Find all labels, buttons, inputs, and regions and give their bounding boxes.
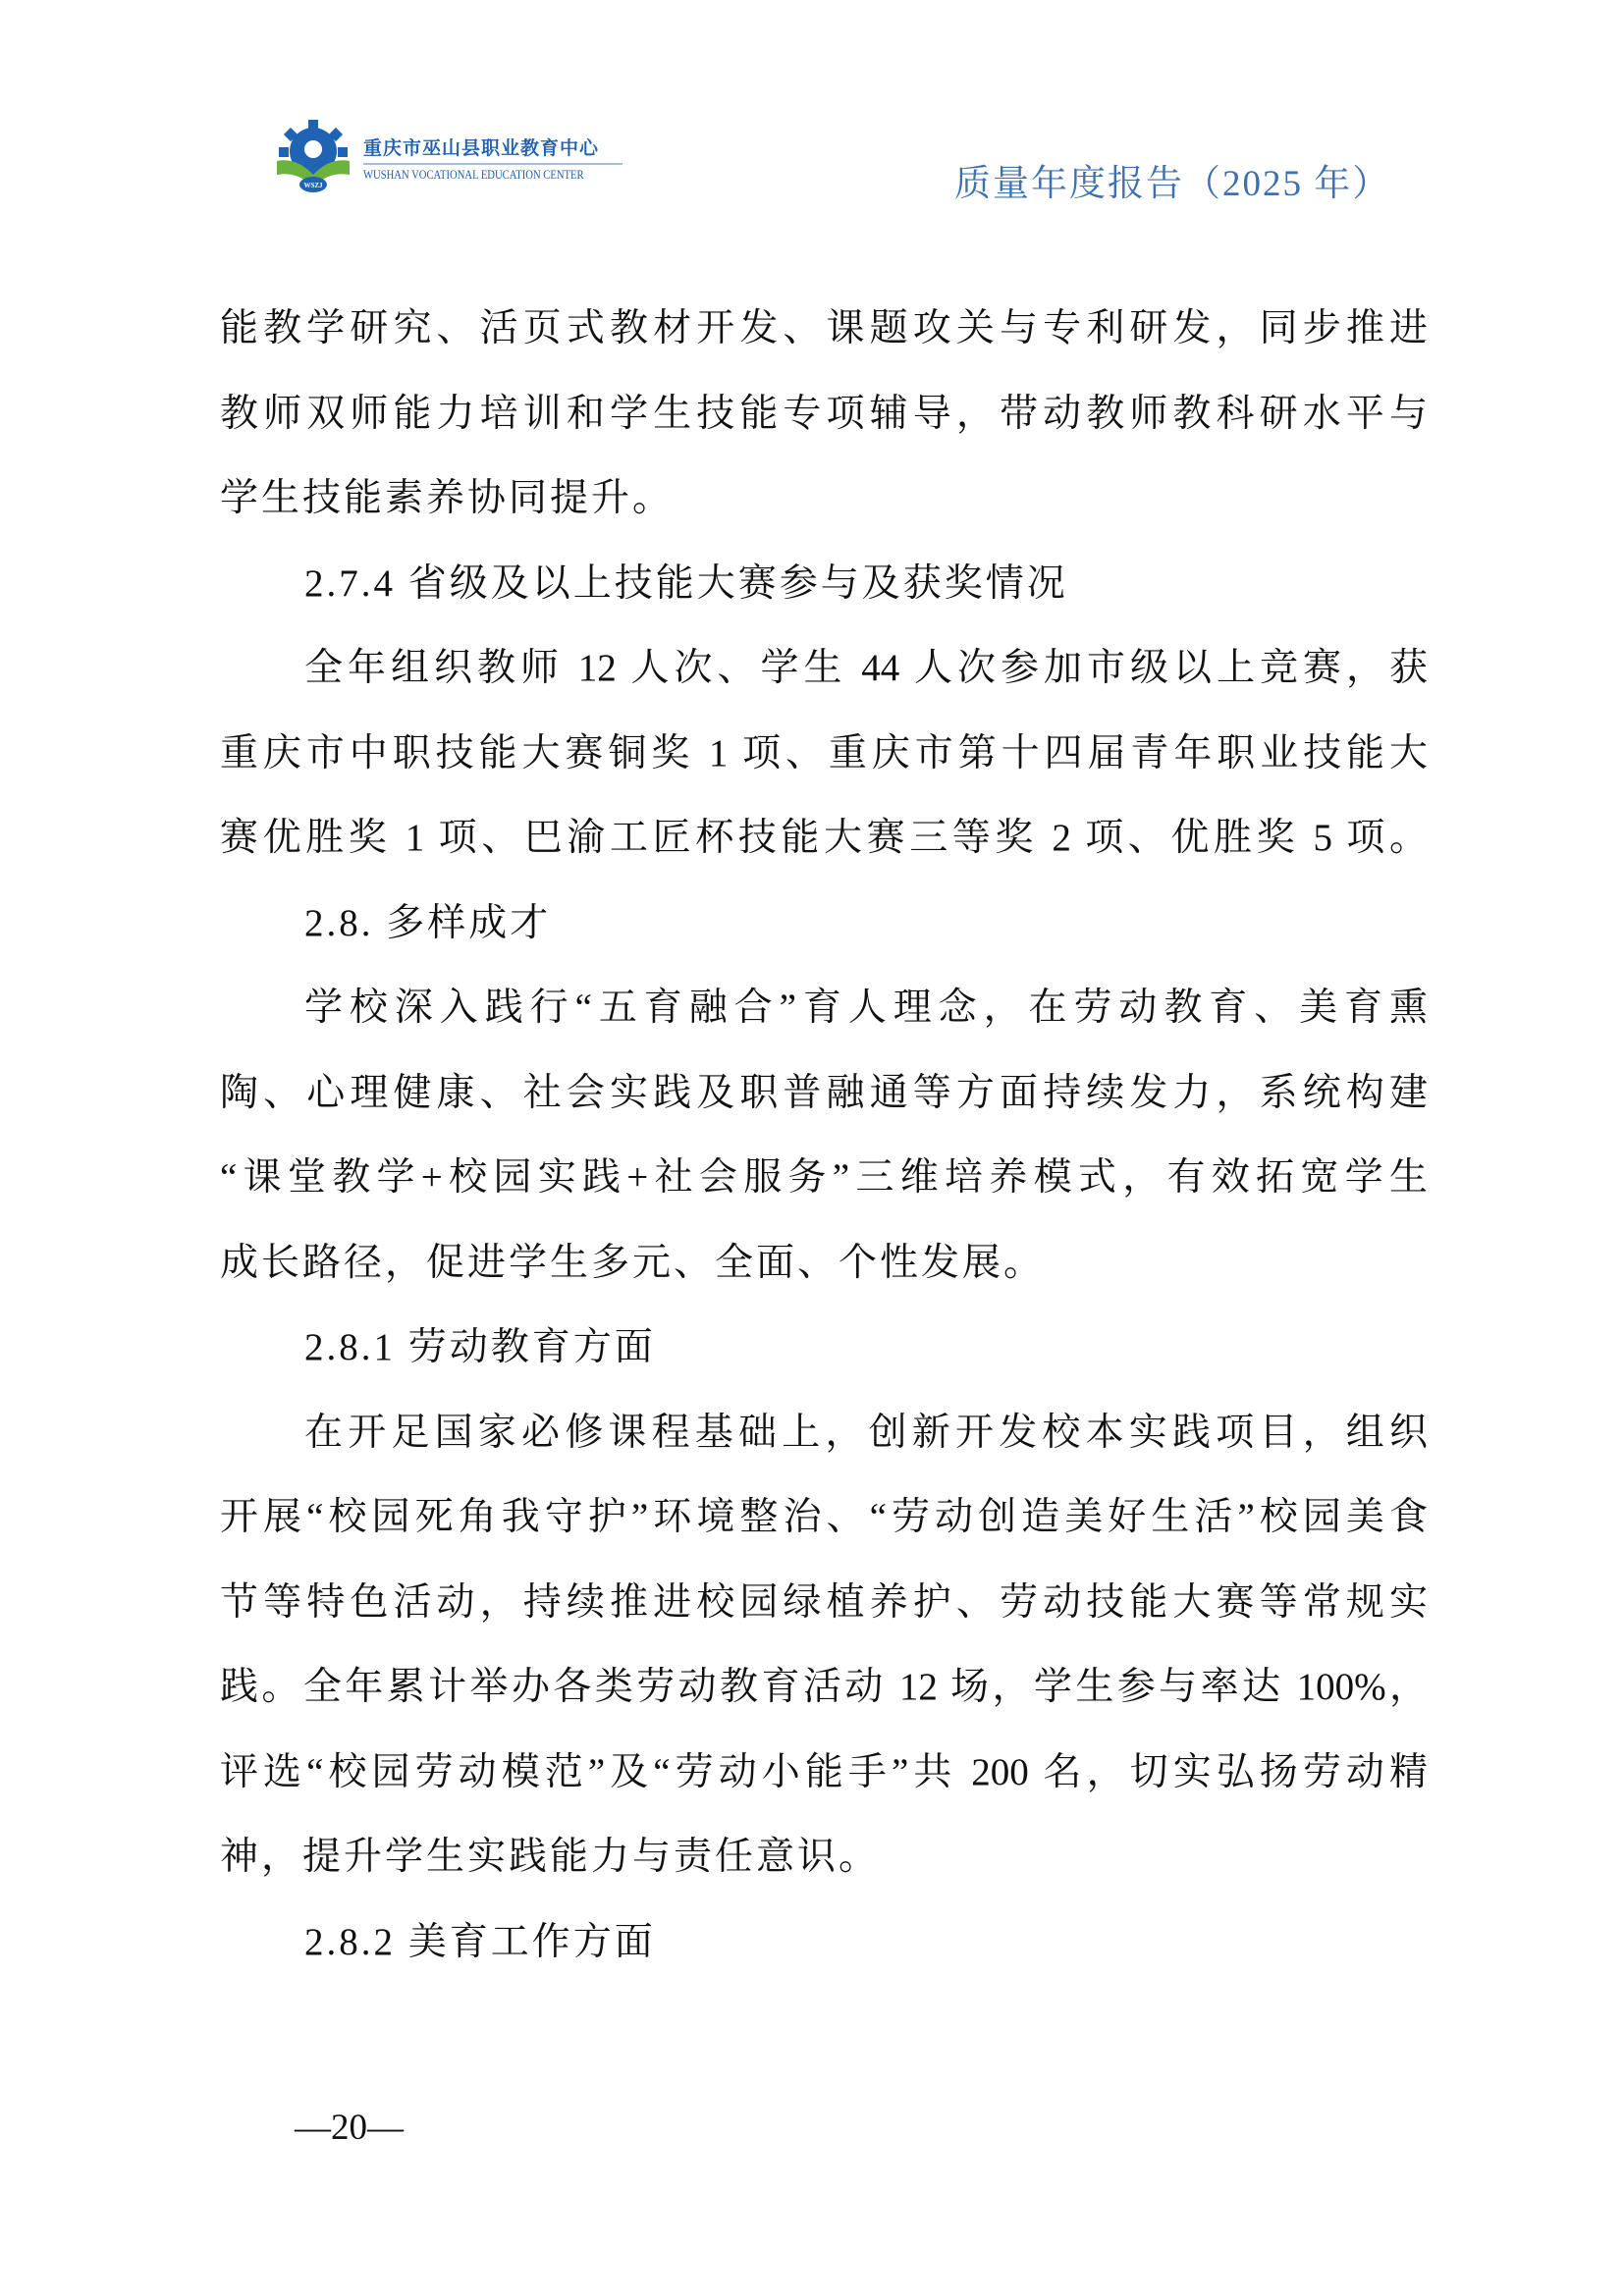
- paragraph-line: 成长路径，促进学生多元、全面、个性发展。: [220, 1241, 1046, 1284]
- svg-text:WSZJ: WSZJ: [303, 182, 323, 189]
- paragraph-line: 重庆市中职技能大赛铜奖 1 项、重庆市第十四届青年职业技能大: [220, 731, 1428, 774]
- logo-chinese-name: 重庆市巫山县职业教育中心: [363, 133, 623, 165]
- school-logo: [273, 116, 600, 200]
- paragraph-line: 学校深入践行“五育融合”育人理念，在劳动教育、美育熏: [304, 987, 1428, 1029]
- paragraph-line: 在开足国家必修课程基础上，创新开发校本实践项目，组织: [304, 1411, 1428, 1454]
- paragraph-line: 陶、心理健康、社会实践及职普融通等方面持续发力，系统构建: [220, 1071, 1428, 1114]
- paragraph-line: 教师双师能力培训和学生技能专项辅导，带动教师教科研水平与: [220, 392, 1428, 435]
- page-number: —20—: [295, 2108, 404, 2148]
- paragraph-line: 节等特色活动，持续推进校园绿植养护、劳动技能大赛等常规实: [220, 1580, 1428, 1624]
- section-heading: 2.8. 多样成才: [304, 901, 552, 944]
- document-body: [220, 287, 1428, 1985]
- section-heading: 2.7.4 省级及以上技能大赛参与及获奖情况: [304, 561, 1068, 605]
- logo-english-name: WUSHAN VOCATIONAL EDUCATION CENTER: [363, 168, 584, 182]
- paragraph-line: 全年组织教师 12 人次、学生 44 人次参加市级以上竞赛，获: [304, 647, 1428, 689]
- gear-book-logo-icon: [273, 118, 353, 198]
- paragraph-line: “课堂教学+校园实践+社会服务”三维培养模式，有效拓宽学生: [220, 1156, 1428, 1199]
- paragraph-line: 学生技能素养协同提升。: [220, 477, 675, 519]
- section-heading: 2.8.2 美育工作方面: [304, 1920, 656, 1963]
- report-title: 质量年度报告（2025 年）: [954, 164, 1391, 204]
- paragraph-line: 开展“校园死角我守护”环境整治、“劳动创造美好生活”校园美食: [220, 1496, 1428, 1538]
- paragraph-line: 赛优胜奖 1 项、巴渝工匠杯技能大赛三等奖 2 项、优胜奖 5 项。: [220, 817, 1428, 859]
- paragraph-line: 能教学研究、活页式教材开发、课题攻关与专利研发，同步推进: [220, 307, 1428, 349]
- section-heading: 2.8.1 劳动教育方面: [304, 1326, 656, 1368]
- paragraph-line: 评选“校园劳动模范”及“劳动小能手”共 200 名，切实弘扬劳动精: [220, 1750, 1428, 1793]
- paragraph-line: 神，提升学生实践能力与责任意识。: [220, 1836, 881, 1878]
- paragraph-line: 践。全年累计举办各类劳动教育活动 12 场，学生参与率达 100%，: [220, 1666, 1428, 1708]
